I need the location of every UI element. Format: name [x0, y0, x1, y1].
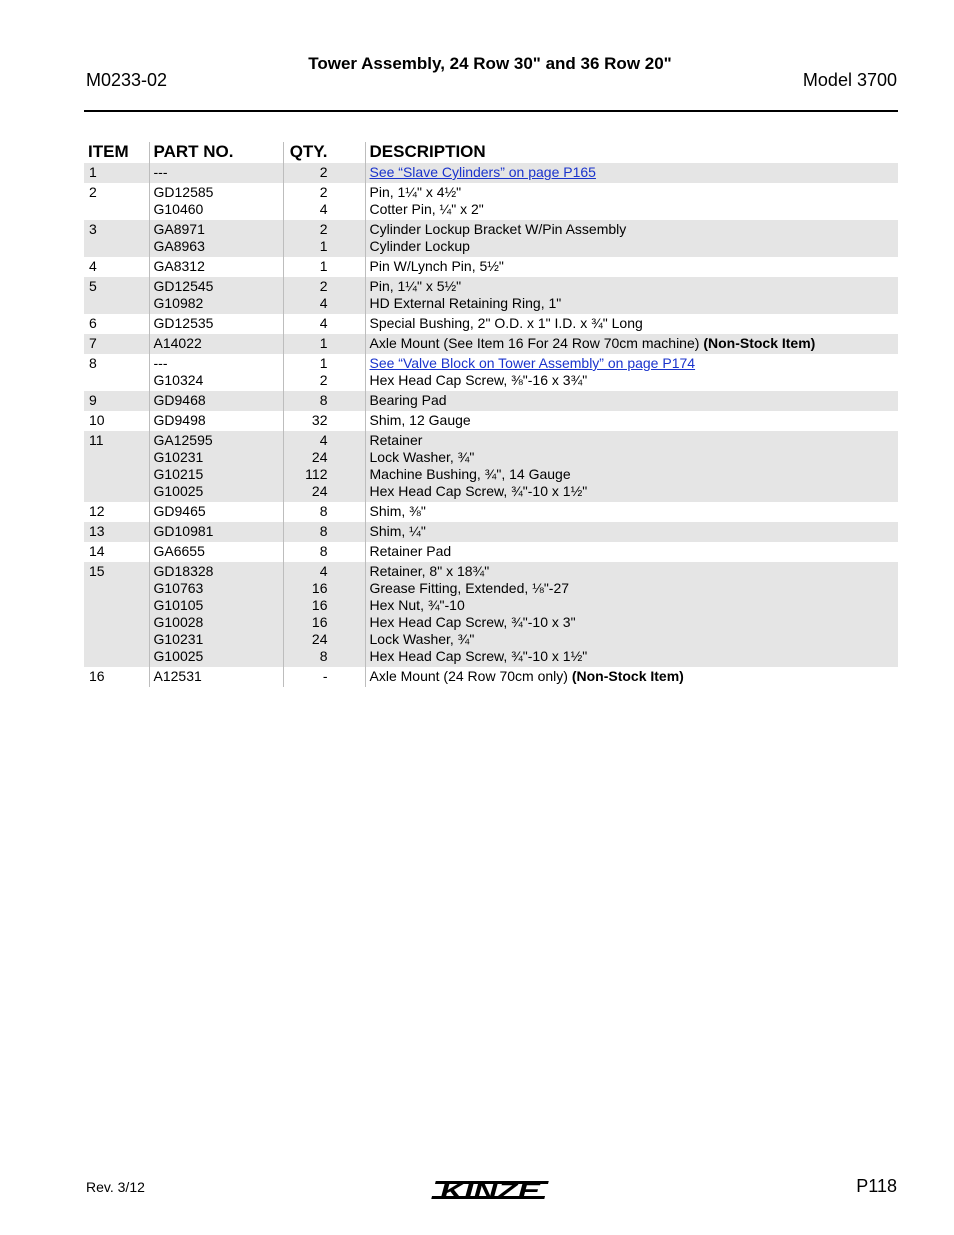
description-text: Grease Fitting, Extended, ⅛"-27: [369, 580, 570, 596]
quantity: 2: [319, 372, 328, 388]
quantity-cell: [283, 562, 365, 667]
kinze-logo: [430, 1172, 554, 1208]
part-number-cell: [149, 220, 283, 257]
part-number-cell: [149, 257, 283, 277]
table-row: [84, 354, 898, 391]
description-cell: [365, 183, 898, 220]
part-number: G10231: [153, 449, 204, 465]
model-label: Model 3700: [802, 70, 897, 90]
part-number: GA6655: [153, 543, 205, 559]
quantity-cell: [283, 220, 365, 257]
description-text: Shim, ⅜": [369, 503, 426, 519]
table-row: [84, 431, 898, 502]
part-number: G10982: [153, 295, 204, 311]
column-header-qty: QTY.: [283, 142, 365, 163]
description-cell: [365, 522, 898, 542]
part-number: GD12585: [153, 184, 214, 200]
logo-text: KINZE: [440, 1178, 542, 1205]
part-number: G10763: [153, 580, 204, 596]
description-line: [370, 466, 895, 483]
description-cell: [365, 334, 898, 354]
description-text: Machine Bushing, ¾", 14 Gauge: [369, 466, 571, 482]
part-number: GA8963: [153, 238, 205, 254]
quantity: 8: [319, 392, 328, 408]
quantity-cell: [283, 183, 365, 220]
description-line: [370, 295, 895, 312]
part-number-cell: [149, 314, 283, 334]
table-row: [84, 334, 898, 354]
quantity-cell: [283, 667, 365, 687]
item-number-cell: 16: [89, 668, 105, 684]
table-row: [84, 163, 898, 183]
description-text: Pin, 1¼" x 5½": [369, 278, 462, 294]
parts-table-body: [84, 163, 898, 687]
part-number-cell: [149, 354, 283, 391]
quantity-cell: [283, 163, 365, 183]
quantity-cell: [283, 502, 365, 522]
column-header-description: DESCRIPTION: [365, 142, 898, 163]
description-line: [370, 258, 895, 275]
description-line: [370, 483, 895, 500]
quantity-cell: [283, 391, 365, 411]
description-text: Retainer, 8" x 18¾": [369, 563, 490, 579]
table-row: [84, 667, 898, 687]
description-text: Shim, ¼": [369, 523, 426, 539]
description-text: Shim, 12 Gauge: [369, 412, 471, 428]
table-row: [84, 391, 898, 411]
quantity: 24: [311, 631, 328, 647]
description-cell: [365, 411, 898, 431]
description-line: [370, 278, 895, 295]
description-line: [370, 503, 895, 520]
description-cell: [365, 542, 898, 562]
quantity: 4: [319, 295, 328, 311]
description-text: HD External Retaining Ring, 1": [369, 295, 562, 311]
page-reference-link[interactable]: See “Slave Cylinders” on page P165: [369, 164, 596, 180]
page-reference-link[interactable]: See “Valve Block on Tower Assembly” on page P174: [369, 355, 696, 371]
quantity: 24: [311, 449, 328, 465]
description-text: Hex Head Cap Screw, ¾"-10 x 1½": [369, 648, 588, 664]
description-line: [370, 563, 895, 580]
part-number-cell: [149, 431, 283, 502]
item-number-cell: 10: [89, 412, 105, 428]
description-line: [370, 164, 895, 181]
table-row: [84, 277, 898, 314]
document-number: M0233-02: [86, 70, 168, 90]
description-line: [370, 201, 895, 218]
quantity-cell: [283, 354, 365, 391]
part-number: GD12535: [153, 315, 214, 331]
quantity: 8: [319, 543, 328, 559]
part-number-cell: [149, 522, 283, 542]
item-number-cell: 8: [89, 355, 97, 371]
description-line: [370, 412, 895, 429]
part-number: GA8312: [153, 258, 205, 274]
column-header-part-no: PART NO.: [149, 142, 283, 163]
part-number-cell: [149, 562, 283, 667]
description-text: Lock Washer, ¾": [369, 631, 475, 647]
item-number-cell: 6: [89, 315, 97, 331]
part-number-cell: [149, 667, 283, 687]
item-number-cell: 9: [84, 391, 149, 411]
description-line: [370, 614, 895, 631]
description-cell: [365, 220, 898, 257]
description-text: Bearing Pad: [369, 392, 447, 408]
description-text: Cylinder Lockup: [369, 238, 470, 254]
description-cell: [365, 277, 898, 314]
part-number: G10231: [153, 631, 204, 647]
part-number: GD10981: [153, 523, 214, 539]
part-number: GD12545: [153, 278, 214, 294]
description-line: [370, 523, 895, 540]
quantity: 112: [305, 466, 328, 482]
description-text: Retainer Pad: [369, 543, 452, 559]
part-number: ---: [153, 164, 168, 180]
table-row: [84, 411, 898, 431]
part-number-cell: [149, 163, 283, 183]
description-text: Pin W/Lynch Pin, 5½": [369, 258, 504, 274]
quantity-cell: [283, 257, 365, 277]
part-number: A14022: [153, 335, 202, 351]
description-text: Pin, 1¼" x 4½": [369, 184, 462, 200]
description-text: Hex Head Cap Screw, ¾"-10 x 1½": [369, 483, 588, 499]
table-header-row: [84, 142, 898, 163]
quantity: 2: [319, 184, 328, 200]
description-line: [370, 221, 895, 238]
description-cell: [365, 391, 898, 411]
item-number-cell: 4: [89, 258, 97, 274]
item-number-cell: 7: [84, 334, 149, 354]
description-cell: [365, 562, 898, 667]
part-number-cell: [149, 542, 283, 562]
quantity: 8: [319, 523, 328, 539]
description-text: Lock Washer, ¾": [369, 449, 475, 465]
quantity: 2: [319, 278, 328, 294]
description-line: [370, 543, 895, 560]
header-divider: [84, 110, 898, 112]
description-line: [370, 238, 895, 255]
description-cell: [365, 667, 898, 687]
description-line: [370, 432, 895, 449]
item-number-cell: 2: [89, 184, 97, 200]
quantity: 32: [311, 412, 328, 428]
description-line: [370, 449, 895, 466]
part-number-cell: [149, 411, 283, 431]
item-number-cell: 3: [84, 220, 149, 257]
quantity-cell: [283, 411, 365, 431]
part-number: ---: [153, 355, 168, 371]
quantity: 24: [311, 483, 328, 499]
quantity: 16: [311, 580, 328, 596]
description-cell: [365, 314, 898, 334]
quantity-cell: [283, 334, 365, 354]
description-text: Axle Mount (24 Row 70cm only): [369, 668, 572, 684]
part-number: G10324: [153, 372, 204, 388]
item-number-cell: 1: [84, 163, 149, 183]
description-text: Special Bushing, 2" O.D. x 1" I.D. x ¾" Long: [369, 315, 643, 331]
quantity: 4: [319, 563, 328, 579]
part-number: GD9468: [153, 392, 206, 408]
quantity-cell: [283, 277, 365, 314]
description-line: [370, 355, 895, 372]
table-row: [84, 220, 898, 257]
quantity-cell: [283, 314, 365, 334]
part-number: G10215: [153, 466, 204, 482]
part-number: GD9465: [153, 503, 206, 519]
part-number: G10460: [153, 201, 204, 217]
table-row: [84, 502, 898, 522]
description-text: Cylinder Lockup Bracket W/Pin Assembly: [369, 221, 627, 237]
part-number: A12531: [153, 668, 202, 684]
part-number-cell: [149, 502, 283, 522]
part-number: G10105: [153, 597, 204, 613]
description-cell: [365, 257, 898, 277]
quantity: -: [322, 668, 328, 684]
item-number-cell: 13: [84, 522, 149, 542]
quantity-cell: [283, 542, 365, 562]
description-line: [370, 315, 895, 332]
quantity-cell: [283, 431, 365, 502]
quantity: 16: [311, 597, 328, 613]
description-text: Axle Mount (See Item 16 For 24 Row 70cm machine): [369, 335, 704, 351]
part-number: GD18328: [153, 563, 214, 579]
item-number-cell: 14: [89, 543, 105, 559]
part-number: G10025: [153, 648, 204, 664]
quantity: 1: [319, 238, 328, 254]
item-number-cell: 15: [84, 562, 149, 667]
quantity: 8: [319, 648, 328, 664]
quantity: 8: [319, 503, 328, 519]
table-row: [84, 542, 898, 562]
table-row: [84, 314, 898, 334]
column-header-item: ITEM: [88, 142, 129, 161]
part-number: GD9498: [153, 412, 206, 428]
table-row: [84, 257, 898, 277]
description-line: [370, 392, 895, 409]
description-line: [370, 648, 895, 665]
part-number: G10028: [153, 614, 204, 630]
description-cell: [365, 502, 898, 522]
revision-label: Rev. 3/12: [86, 1179, 145, 1195]
description-text: Hex Nut, ¾"-10: [369, 597, 465, 613]
part-number: G10025: [153, 483, 204, 499]
page-title: Tower Assembly, 24 Row 30" and 36 Row 20": [308, 54, 672, 73]
table-row: [84, 183, 898, 220]
non-stock-note: (Non-Stock Item): [703, 335, 816, 351]
description-text: Cotter Pin, ¼" x 2": [369, 201, 484, 217]
quantity: 2: [319, 221, 328, 237]
table-row: [84, 562, 898, 667]
part-number-cell: [149, 391, 283, 411]
description-line: [370, 597, 895, 614]
quantity: 1: [319, 258, 328, 274]
description-line: [370, 631, 895, 648]
item-number-cell: 5: [84, 277, 149, 314]
quantity: 4: [319, 432, 328, 448]
part-number: GA8971: [153, 221, 205, 237]
description-cell: [365, 431, 898, 502]
description-line: [370, 372, 895, 389]
description-line: [370, 184, 895, 201]
quantity: 2: [319, 164, 328, 180]
quantity: 1: [319, 355, 328, 371]
non-stock-note: (Non-Stock Item): [571, 668, 684, 684]
parts-table: [84, 142, 898, 687]
table-row: [84, 522, 898, 542]
part-number-cell: [149, 334, 283, 354]
description-cell: [365, 354, 898, 391]
page-number: P118: [856, 1176, 897, 1196]
part-number: GA12595: [153, 432, 213, 448]
description-line: [370, 580, 895, 597]
description-text: Hex Head Cap Screw, ¾"-10 x 3": [369, 614, 576, 630]
quantity: 1: [319, 335, 328, 351]
item-number-cell: 11: [84, 431, 149, 502]
part-number-cell: [149, 183, 283, 220]
description-line: [370, 668, 895, 685]
quantity: 4: [319, 315, 328, 331]
description-text: Hex Head Cap Screw, ⅜"-16 x 3¾": [369, 372, 588, 388]
quantity-cell: [283, 522, 365, 542]
item-number-cell: 12: [89, 503, 105, 519]
description-text: Retainer: [369, 432, 423, 448]
part-number-cell: [149, 277, 283, 314]
description-cell: [365, 163, 898, 183]
description-line: [370, 335, 895, 352]
quantity: 4: [319, 201, 328, 217]
quantity: 16: [311, 614, 328, 630]
